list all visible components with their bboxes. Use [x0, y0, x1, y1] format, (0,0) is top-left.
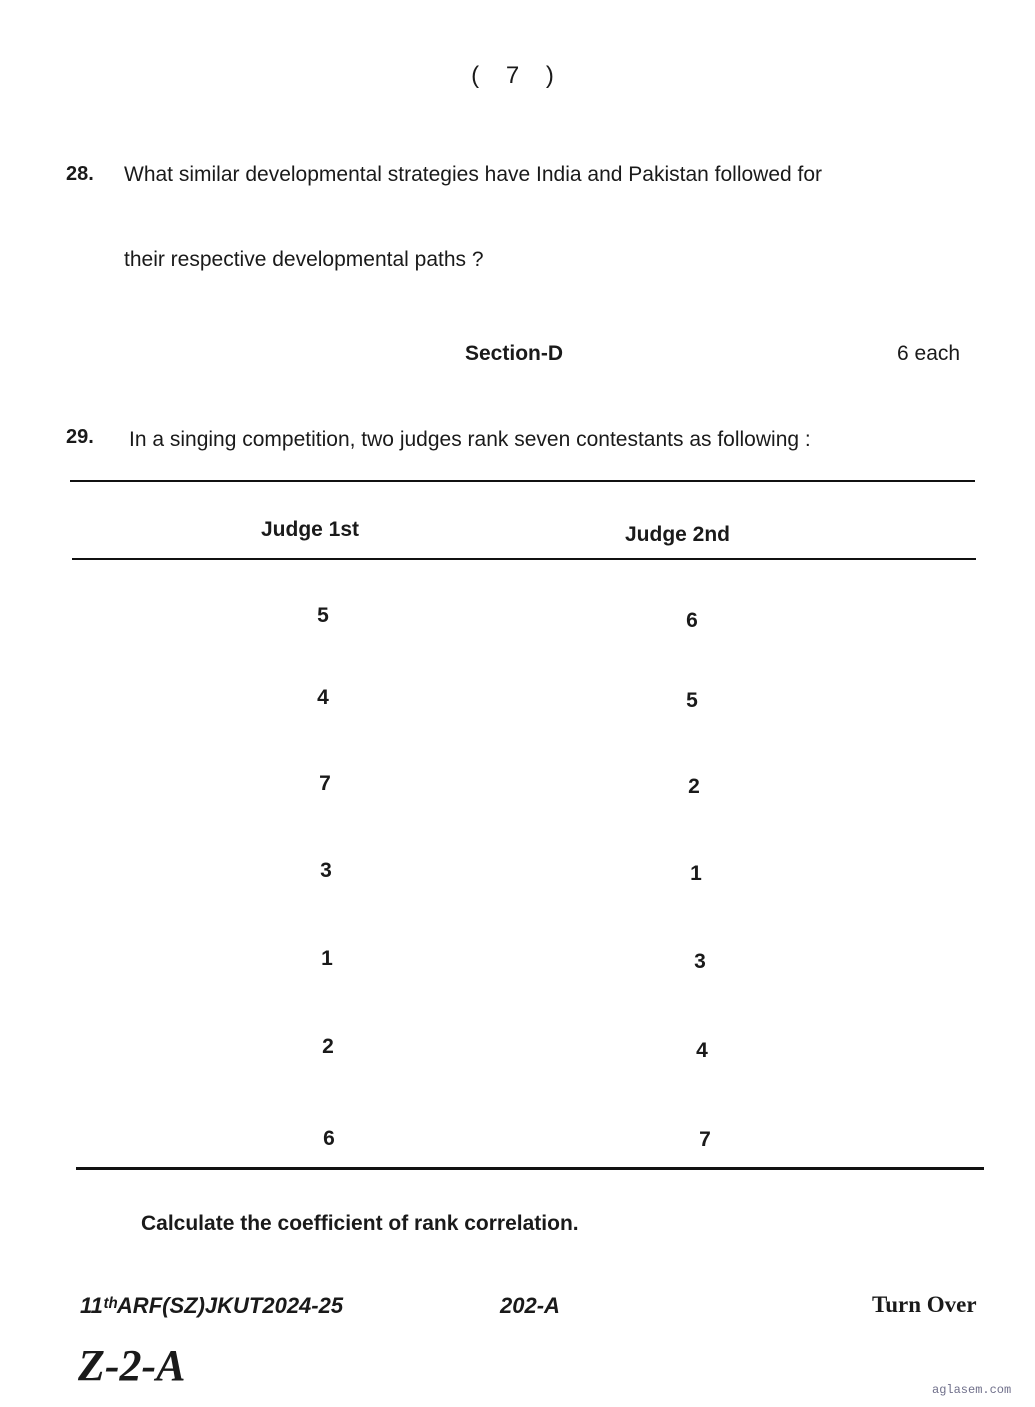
judge-1-rank: 4: [317, 686, 329, 709]
section-title: Section-D: [465, 342, 564, 365]
judge-1-rank: 6: [323, 1127, 335, 1150]
paper-code: 202-A: [500, 1293, 560, 1318]
exam-code: 11ᵗʰARF(SZ)JKUT2024-25: [80, 1293, 344, 1318]
judge-1-rank: 7: [319, 772, 331, 795]
judge-1-rank: 5: [317, 604, 329, 627]
question-29-text: In a singing competition, two judges rank seven contestants as following :: [129, 428, 811, 451]
judge-2-rank: 2: [688, 775, 700, 798]
judge-2-rank: 5: [686, 689, 698, 712]
table-bottom-rule: [76, 1167, 984, 1170]
question-28-line-2: their respective developmental paths ?: [124, 248, 484, 271]
judge-2-rank: 6: [686, 609, 698, 632]
table-header-rule: [72, 558, 976, 560]
judge-1-rank: 2: [322, 1035, 334, 1058]
judge-1-rank: 3: [320, 859, 332, 882]
series-code: Z-2-A: [78, 1341, 186, 1390]
header-judge-2: Judge 2nd: [625, 523, 731, 546]
question-29-number: 29.: [66, 426, 94, 448]
judge-2-rank: 4: [696, 1039, 708, 1062]
judge-1-rank: 1: [321, 947, 333, 970]
header-judge-1: Judge 1st: [261, 518, 360, 541]
question-28-line-1: What similar developmental strategies have India and Pakistan followed for: [124, 163, 823, 186]
page-number: ( 7 ): [471, 62, 564, 89]
judge-2-rank: 3: [694, 950, 706, 973]
section-marks: 6 each: [897, 342, 961, 365]
judge-2-rank: 1: [690, 862, 702, 885]
turn-over-note: Turn Over: [872, 1292, 977, 1317]
judge-2-rank: 7: [699, 1128, 711, 1151]
question-28-number: 28.: [66, 163, 94, 185]
watermark: aglasem.com: [932, 1383, 1012, 1397]
question-29-instruction: Calculate the coefficient of rank correlation.: [141, 1212, 579, 1235]
table-top-rule: [70, 480, 975, 482]
